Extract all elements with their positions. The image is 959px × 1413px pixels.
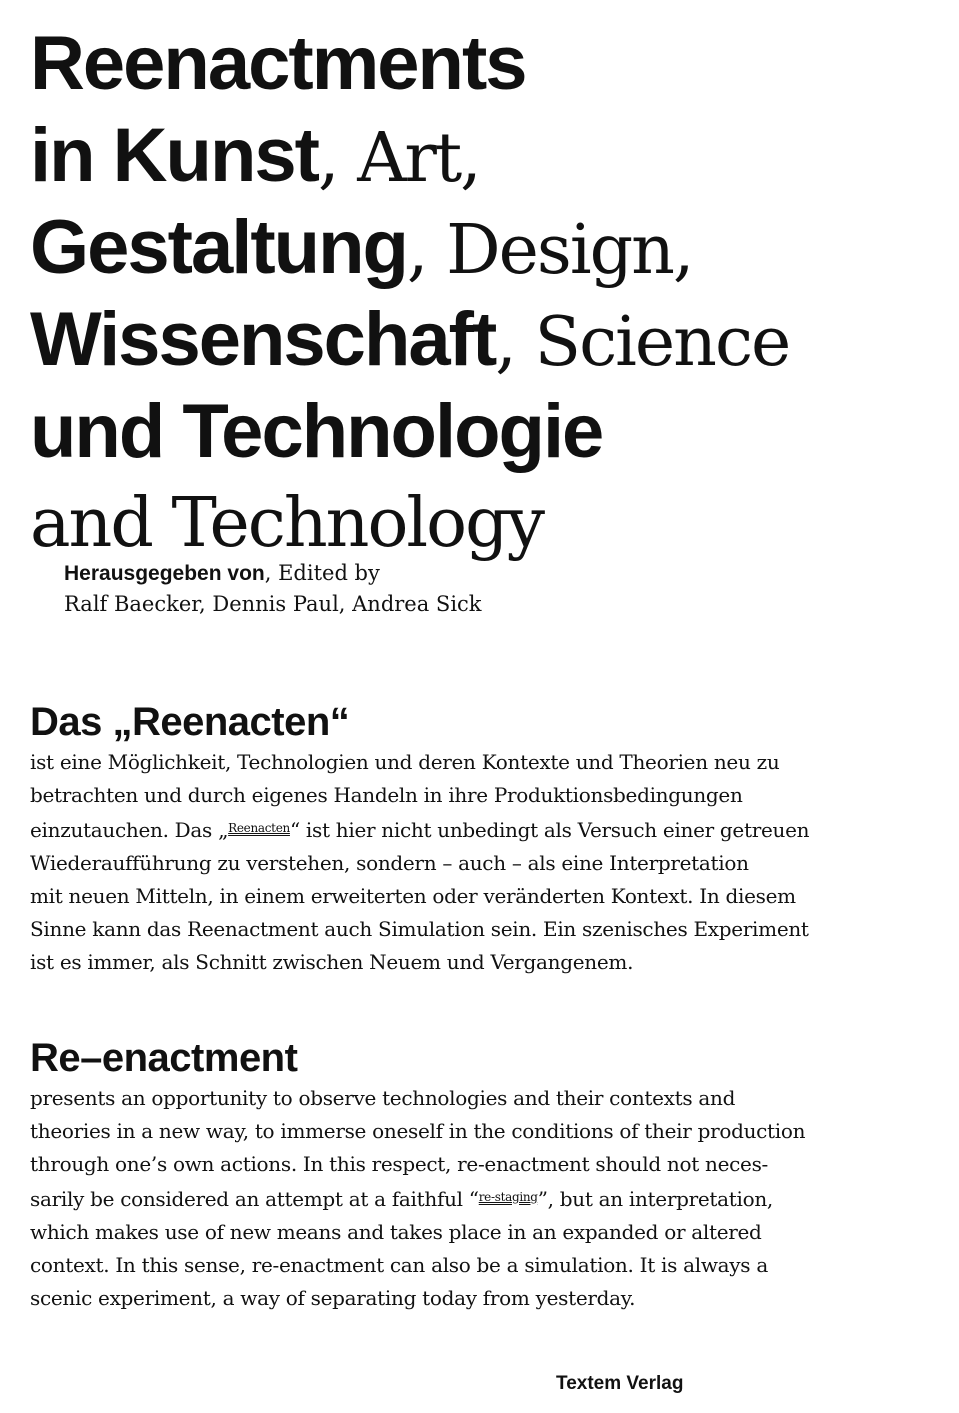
body-line: context. In this sense, re-enactment can also be a simulation. It is always a: [30, 1253, 768, 1277]
body-line: betrachten und durch eigenes Handeln in ihre Produktionsbedingungen: [30, 783, 743, 807]
term-re-staging: re-staging: [478, 1190, 538, 1204]
publisher-name: Textem Verlag: [556, 1373, 684, 1394]
title-line-3-german: Gestaltung: [30, 205, 407, 290]
title-line-2-separator: ,: [317, 119, 338, 198]
title-line-1-german: Reenactments: [30, 21, 526, 106]
title-line-4: [30, 294, 940, 386]
body-line: which makes use of new means and takes place in an expanded or altered: [30, 1220, 762, 1244]
body-line: through one’s own actions. In this respect, re-enactment should not neces-: [30, 1152, 768, 1176]
title-line-3-separator: ,: [406, 211, 427, 290]
title-line-6: [30, 478, 940, 570]
body-line: [30, 812, 930, 847]
body-line: ist es immer, als Schnitt zwischen Neuem und Vergangenem.: [30, 950, 634, 974]
title-line-2: [30, 110, 940, 202]
section-english: [30, 1034, 930, 1315]
body-line: ist eine Möglichkeit, Technologien und deren Kontexte und Theorien neu zu: [30, 750, 780, 774]
body-line: [30, 1181, 930, 1216]
section-english-heading: Re–enactment: [30, 1036, 298, 1080]
body-line: theories in a new way, to immerse oneself in the conditions of their production: [30, 1119, 806, 1143]
title-line-4-german: Wissenschaft: [30, 297, 496, 382]
editors-label-english: , Edited by: [264, 561, 380, 585]
editors-label-german: Herausgegeben von: [64, 562, 265, 585]
section-german-heading: Das „Reenacten“: [30, 700, 350, 744]
title-line-2-german: in Kunst: [30, 113, 318, 198]
title-line-2-english: Art,: [337, 119, 480, 198]
title-line-3-english: Design,: [426, 211, 693, 290]
body-line: presents an opportunity to observe technologies and their contexts and: [30, 1086, 736, 1110]
title-line-1: [30, 18, 940, 110]
book-title: [30, 18, 940, 570]
title-line-5-german: und Technologie: [30, 389, 603, 474]
title-line-4-separator: ,: [495, 303, 515, 382]
editors-credit: [64, 558, 482, 619]
body-line-part: einzutauchen. Das „: [30, 818, 229, 842]
title-line-3: [30, 202, 940, 294]
section-german: [30, 698, 930, 979]
body-line: Sinne kann das Reenactment auch Simulation sein. Ein szenisches Experiment: [30, 917, 809, 941]
body-line: mit neuen Mitteln, in einem erweiterten oder veränderten Kontext. In diesem: [30, 884, 796, 908]
body-line-part: ”, but an interpretation,: [537, 1187, 773, 1211]
section-german-body: [30, 746, 930, 979]
body-line: scenic experiment, a way of separating today from yesterday.: [30, 1286, 636, 1310]
section-english-body: [30, 1082, 930, 1315]
body-line-part: “ ist hier nicht unbedingt als Versuch einer getreuen: [289, 818, 810, 842]
title-line-5: [30, 386, 940, 478]
editors-names: Ralf Baecker, Dennis Paul, Andrea Sick: [64, 592, 482, 616]
title-line-4-english: Science: [514, 303, 790, 382]
body-line-part: sarily be considered an attempt at a faithful “: [30, 1187, 479, 1211]
title-line-6-english: and Technology: [30, 484, 544, 563]
term-reenacten: Reenacten: [228, 821, 290, 835]
body-line: Wiederaufführung zu verstehen, sondern – auch – als eine Interpretation: [30, 851, 749, 875]
